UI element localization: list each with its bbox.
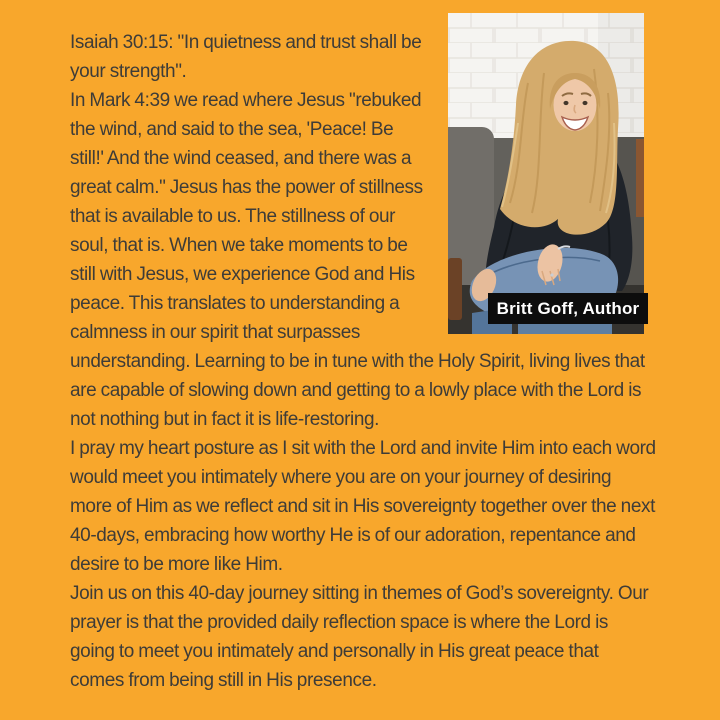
paragraph-isaiah-verse: Isaiah 30:15: "In quietness and trust shall be your strength". bbox=[70, 32, 422, 82]
author-caption: Britt Goff, Author bbox=[488, 293, 648, 324]
author-portrait-illustration bbox=[448, 13, 644, 334]
article-text bbox=[70, 28, 656, 695]
author-photo bbox=[448, 13, 644, 334]
paragraph-journey-invitation: Join us on this 40-day journey sitting in themes of God’s sovereignty. Our prayer is that the provided daily reflection space is where the Lord is going to meet you intimately and personally in His great peace that comes from being still in His presence. bbox=[70, 583, 649, 691]
paragraph-mark-stillness: In Mark 4:39 we read where Jesus "rebuked the wind, and said to the sea, 'Peace! Be still!' And the wind ceased, and there was a great calm." Jesus has the power of stillness that is available to us. The stillness of our soul, that is. When we take moments to be still with Jesus, we experience God and His peace. This translates to understanding a calmness in our spirit that surpasses understanding. Learning to be in tune with the Holy Spirit, living lives that are capable of slowing down and getting to a lowly place with the Lord is not nothing but in fact it is life-restoring. bbox=[70, 90, 645, 430]
paragraph-author-prayer: I pray my heart posture as I sit with the Lord and invite Him into each word would meet you intimately where you are on your journey of desiring more of Him as we reflect and sit in His sovereignty together over the next 40-days, embracing how worthy He is of our adoration, repentance and desire to be more like Him. bbox=[70, 438, 656, 575]
